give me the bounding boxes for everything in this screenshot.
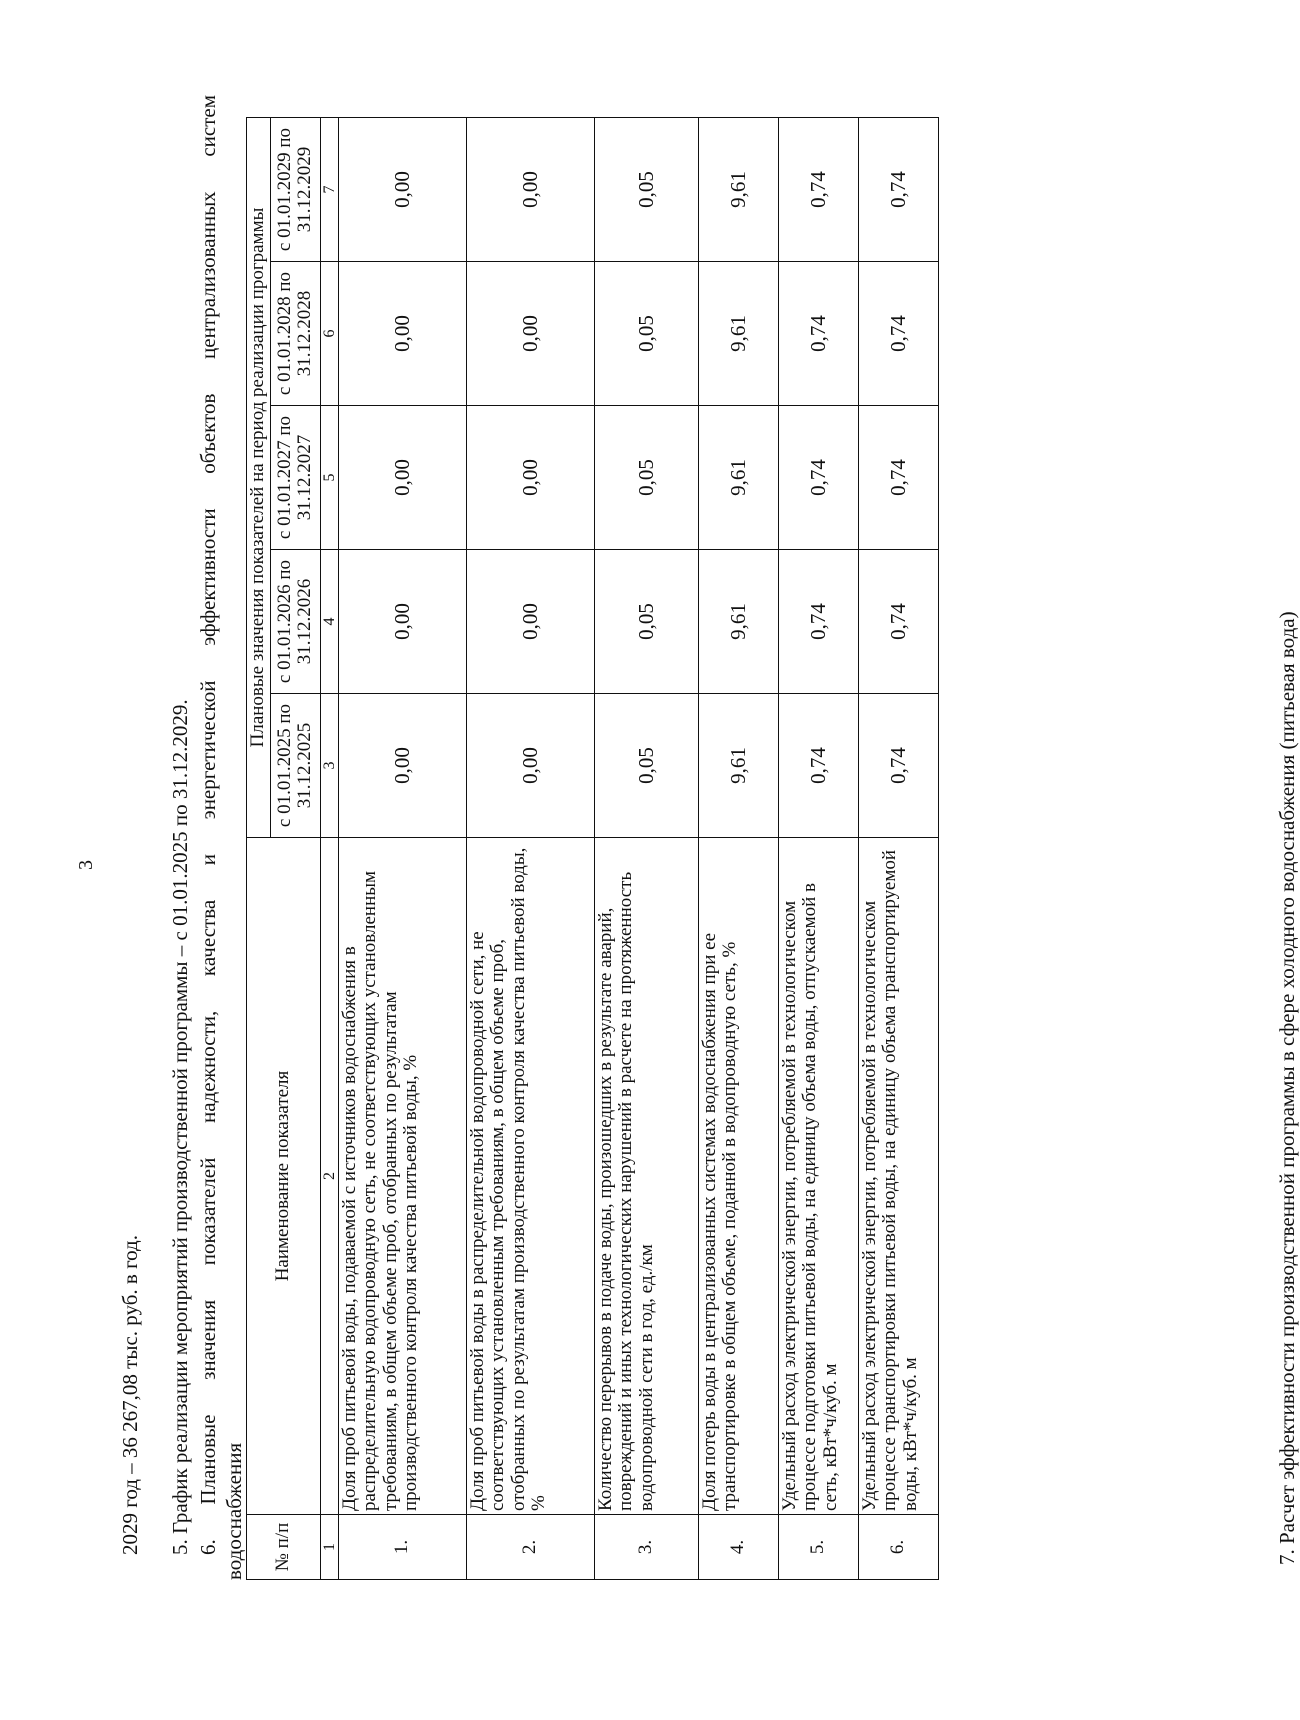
row-value: 0,00 [466,262,594,406]
row-value: 0,74 [858,550,938,694]
row-value: 9,61 [698,406,778,550]
table-row [466,118,594,1580]
row-value: 0,00 [466,406,594,550]
row-value: 0,74 [858,118,938,262]
row-value: 9,61 [698,262,778,406]
table-row [698,118,778,1580]
row-num: 5. [778,1515,858,1580]
row-name: Удельный расход электрической энергии, потребляемой в технологическом процессе подготовки питьевой воды, на единицу объема воды, отпускаемой в сеть, кВт*ч/куб. м [778,838,858,1515]
indicators-table [246,117,939,1580]
period-2027: с 01.01.2027 по 31.12.2027 [270,406,320,550]
header-num: № п/п [247,1515,321,1580]
row-value: 0,00 [338,262,466,406]
column-number: 5 [320,406,338,550]
row-name: Доля проб питьевой воды, подаваемой с источников водоснабжения в распределительную водопроводную сеть, не соответствующих установленным требованиям, в общем объеме проб, отобранных по результатам производственного контроля качества питьевой воды, % [338,838,466,1515]
period-2026: с 01.01.2026 по 31.12.2026 [270,550,320,694]
table-row [778,118,858,1580]
header-row-1 [247,118,271,1580]
column-number: 4 [320,550,338,694]
row-name: Удельный расход электрической энергии, потребляемой в технологическом процессе транспортировки питьевой воды, на единицу объема транспортируемой воды, кВт*ч/куб. м [858,838,938,1515]
row-value: 0,74 [778,550,858,694]
page-number: 3 [75,860,97,870]
period-2028: с 01.01.2028 по 31.12.2028 [270,262,320,406]
header-group: Плановые значения показателей на период реализации программы [247,118,271,838]
row-value: 0,74 [778,262,858,406]
row-value: 0,74 [778,406,858,550]
row-value: 0,05 [594,550,698,694]
period-2025: с 01.01.2025 по 31.12.2025 [270,694,320,838]
row-num: 6. [858,1515,938,1580]
row-value: 0,00 [466,118,594,262]
table-row [338,118,466,1580]
row-num: 4. [698,1515,778,1580]
row-name: Количество перерывов в подаче воды, произошедших в результате аварий, повреждений и иных технологических нарушений в расчете на протяженность водопроводной сети в год, ед./км [594,838,698,1515]
row-value: 0,05 [594,118,698,262]
row-num: 1. [338,1515,466,1580]
row-value: 0,74 [778,694,858,838]
column-number: 2 [320,838,338,1515]
intro-line: 2029 год – 36 267,08 тыс. руб. в год. [118,1235,142,1555]
row-value: 0,05 [594,262,698,406]
section-5-heading: 5. График реализации мероприятий производственной программы – с 01.01.2025 по 31.12.2029. [168,699,192,1555]
row-value: 0,00 [338,694,466,838]
row-value: 0,74 [778,118,858,262]
row-name: Доля проб питьевой воды в распределительной водопроводной сети, не соответствующих установленным требованиям, в общем объеме проб, отобранных по результатам производственного контроля качества питьевой воды, % [466,838,594,1515]
section-7-heading: 7. Расчет эффективности производственной программы в сфере холодного водоснабжения (питьевая вода) [1275,611,1299,1565]
period-2029: с 01.01.2029 по 31.12.2029 [270,118,320,262]
table-row [858,118,938,1580]
row-value: 0,74 [858,262,938,406]
column-number: 7 [320,118,338,262]
row-value: 0,00 [466,694,594,838]
section-6-heading-continued: водоснабжения [222,1442,246,1580]
row-value: 0,74 [858,406,938,550]
row-num: 3. [594,1515,698,1580]
row-value: 9,61 [698,118,778,262]
column-number: 3 [320,694,338,838]
row-num: 2. [466,1515,594,1580]
table-row [594,118,698,1580]
row-value: 0,00 [338,406,466,550]
section-6-heading: 6. Плановые значения показателей надежности, качества и энергетической эффективности объектов централизованных систем [196,95,220,1555]
row-value: 0,00 [466,550,594,694]
row-value: 0,74 [858,694,938,838]
row-value: 0,00 [338,550,466,694]
column-number: 1 [320,1515,338,1580]
row-value: 0,00 [338,118,466,262]
row-name: Доля потерь воды в централизованных системах водоснабжения при ее транспортировке в общем объеме, поданной в водопроводную сеть, % [698,838,778,1515]
header-name: Наименование показателя [247,838,321,1515]
row-value: 9,61 [698,550,778,694]
column-number: 6 [320,262,338,406]
column-number-row [320,118,338,1580]
row-value: 9,61 [698,694,778,838]
row-value: 0,05 [594,406,698,550]
row-value: 0,05 [594,694,698,838]
